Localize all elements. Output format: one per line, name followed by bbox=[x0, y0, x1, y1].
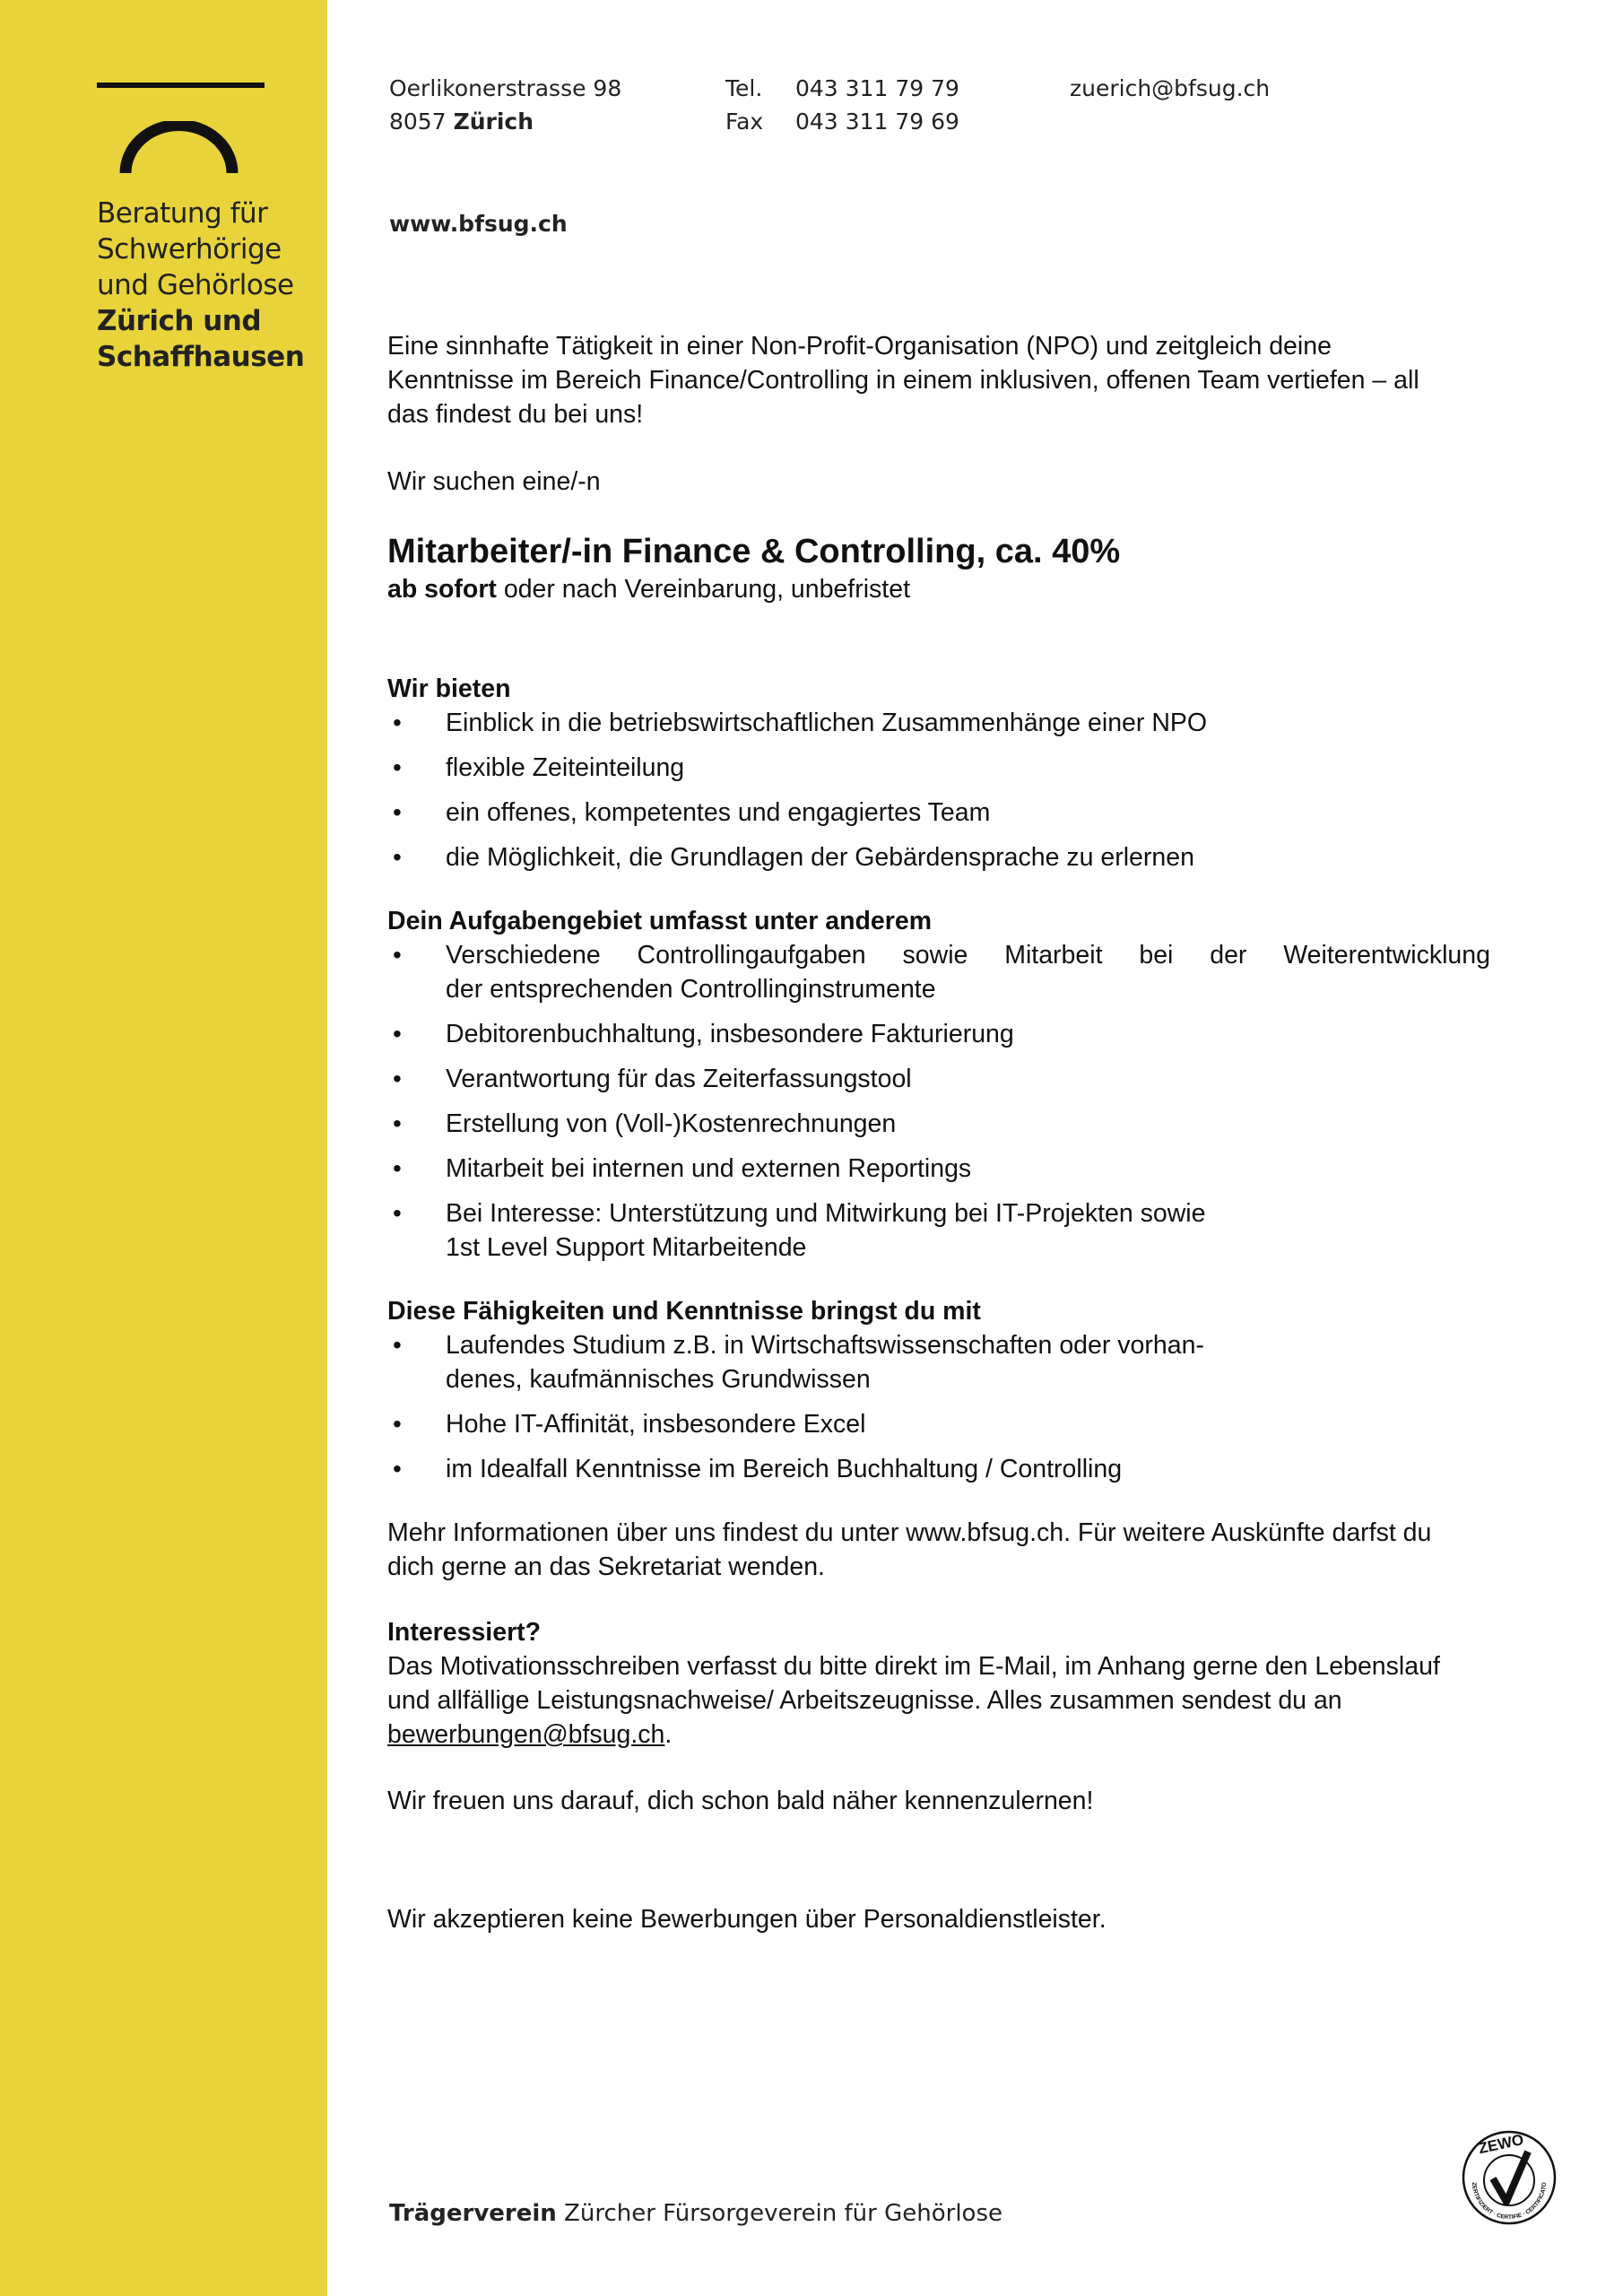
organization-logo-text bbox=[97, 196, 304, 375]
apply-text: Das Motivationsschreiben verfasst du bitte direkt im E-Mail, im Anhang gerne den Lebenslauf und allfällige Leistungsnachweise/ Arbeitszeugnisse. Alles zusammen sendest du an bbox=[387, 1652, 1440, 1715]
list-item: • Einblick in die betriebswirtschaftlichen Zusammenhänge einer NPO bbox=[387, 706, 1445, 740]
offer-list bbox=[387, 706, 1445, 874]
website-link[interactable]: www.bfsug.ch bbox=[389, 211, 568, 237]
welcome-text: Wir freuen uns darauf, dich schon bald näher kennenzulernen! bbox=[387, 1787, 1094, 1815]
list-item bbox=[387, 938, 1490, 1006]
footer-bold: Trägerverein bbox=[389, 2200, 557, 2227]
apply-title: Interessiert? bbox=[387, 1618, 542, 1647]
zip-city bbox=[389, 105, 621, 138]
fax-number: 043 311 79 69 bbox=[795, 109, 959, 135]
job-posting-body bbox=[387, 329, 1490, 1936]
logo-line: Schwerhörige bbox=[97, 233, 282, 265]
logo-line: und Gehörlose bbox=[97, 269, 294, 301]
phone-block bbox=[725, 72, 959, 138]
list-item bbox=[387, 1328, 1445, 1396]
list-item-line: • Bei Interesse: Unterstützung und Mitwirkung bei IT-Projekten sowie bbox=[446, 1199, 1206, 1228]
start-bold: ab sofort bbox=[387, 575, 497, 604]
logo-bar bbox=[97, 83, 265, 88]
email-link[interactable]: zuerich@bfsug.ch bbox=[1070, 75, 1271, 101]
list-item: • flexible Zeiteinteilung bbox=[387, 751, 1445, 785]
list-item: • die Möglichkeit, die Grundlagen der Gebärdensprache zu erlernen bbox=[387, 840, 1445, 874]
job-start bbox=[387, 572, 1445, 606]
start-rest: oder nach Vereinbarung, unbefristet bbox=[496, 575, 910, 604]
list-item-line: der entsprechenden Controllinginstrumente bbox=[446, 975, 936, 1004]
list-item-line: • Verschiedene Controllingaufgaben sowie Mitarbeit bei der Weiterentwicklung bbox=[446, 941, 1490, 970]
zip: 8057 bbox=[389, 109, 447, 135]
logo-line-bold: Schaffhausen bbox=[97, 341, 305, 373]
agency-notice: Wir akzeptieren keine Bewerbungen über Personaldienstleister. bbox=[387, 1905, 1107, 1934]
list-item: • ein offenes, kompetentes und engagiertes Team bbox=[387, 796, 1445, 830]
logo-line-bold: Zürich und bbox=[97, 305, 262, 337]
offer-title: Wir bieten bbox=[387, 674, 511, 703]
list-item: • im Idealfall Kenntnisse im Bereich Buchhaltung / Controlling bbox=[387, 1452, 1445, 1486]
list-item-line: 1st Level Support Mitarbeitende bbox=[446, 1233, 807, 1262]
footer-rest: Zürcher Fürsorgeverein für Gehörlose bbox=[556, 2200, 1003, 2227]
list-item bbox=[387, 1196, 1445, 1265]
list-item: • Erstellung von (Voll-)Kostenrechnungen bbox=[387, 1107, 1445, 1141]
skills-list bbox=[387, 1328, 1445, 1486]
svg-text:ZERTIFIZIERT · CERTIFIE · CERT: ZERTIFIZIERT · CERTIFIE · CERTIFICATO bbox=[1470, 2181, 1549, 2222]
list-item: • Hohe IT-Affinität, insbesondere Excel bbox=[387, 1407, 1445, 1441]
footer bbox=[389, 2200, 1002, 2227]
address-block bbox=[389, 72, 621, 138]
tel-label: Tel. bbox=[725, 75, 763, 101]
svg-text:ZEWO: ZEWO bbox=[1477, 2130, 1525, 2158]
tasks-title: Dein Aufgabengebiet umfasst unter anderem bbox=[387, 907, 933, 935]
tel-number[interactable]: 043 311 79 79 bbox=[795, 75, 959, 101]
city: Zürich bbox=[453, 109, 534, 135]
list-item-line: • Laufendes Studium z.B. in Wirtschaftswissenschaften oder vorhan- bbox=[446, 1331, 1204, 1360]
application-email-link[interactable]: bewerbungen@bfsug.ch bbox=[387, 1720, 665, 1749]
skills-title: Diese Fähigkeiten und Kenntnisse bringst du mit bbox=[387, 1297, 981, 1326]
tasks-list bbox=[387, 938, 1490, 1265]
intro-paragraph: Eine sinnhafte Tätigkeit in einer Non-Profit-Organisation (NPO) und zeitgleich deine Kenntnisse im Bereich Finance/Controlling in einem inklusiven, offenen Team vertiefen – all das findest du bei uns! bbox=[387, 332, 1419, 429]
logo-line: Beratung für bbox=[97, 197, 268, 230]
list-item: • Debitorenbuchhaltung, insbesondere Fakturierung bbox=[387, 1017, 1445, 1051]
logo-arch-icon bbox=[118, 121, 239, 175]
apply-end: . bbox=[664, 1720, 673, 1749]
search-text: Wir suchen eine/-n bbox=[387, 467, 601, 496]
list-item: • Mitarbeit bei internen und externen Reportings bbox=[387, 1152, 1445, 1186]
street: Oerlikonerstrasse 98 bbox=[389, 75, 622, 101]
zewo-certification-seal-icon bbox=[1460, 2128, 1558, 2227]
list-item-line: denes, kaufmännisches Grundwissen bbox=[446, 1365, 871, 1394]
list-item: • Verantwortung für das Zeiterfassungstool bbox=[387, 1062, 1445, 1096]
fax-label: Fax bbox=[725, 109, 764, 135]
job-title: Mitarbeiter/-in Finance & Controlling, ca. 40% bbox=[387, 533, 1121, 570]
apply-paragraph bbox=[387, 1649, 1445, 1752]
more-info-paragraph: Mehr Informationen über uns findest du unter www.bfsug.ch. Für weitere Auskünfte darfst du dich gerne an das Sekretariat wenden. bbox=[387, 1518, 1432, 1581]
